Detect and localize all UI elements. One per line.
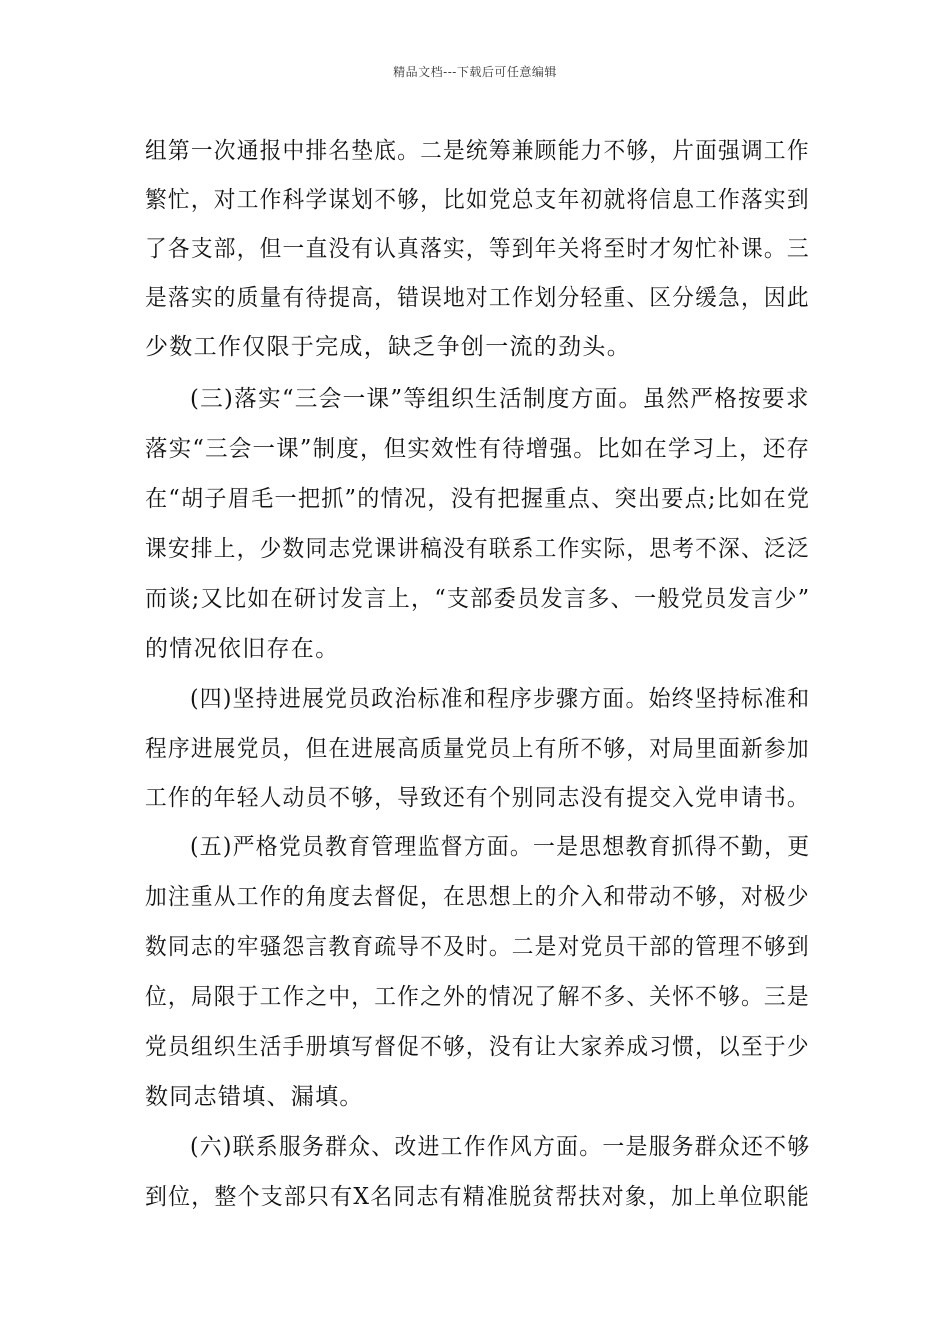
body-line-11: 的情况依旧存在。	[145, 636, 340, 662]
body-line-20: 数同志错填、漏填。	[145, 1084, 364, 1110]
body-line-3: 了各支部，但一直没有认真落实，等到年关将至时才匆忙补课。三	[145, 236, 810, 262]
body-line-7: 落实“三会一课”制度，但实效性有待增强。比如在学习上，还存	[145, 436, 811, 462]
body-line-21: (六)联系服务群众、改进工作作风方面。一是服务群众还不够	[190, 1134, 811, 1160]
body-line-4: 是落实的质量有待提高，错误地对工作划分轻重、区分缓急，因此	[145, 285, 810, 311]
body-line-17: 数同志的牢骚怨言教育疏导不及时。二是对党员干部的管理不够到	[145, 934, 810, 960]
body-line-10: 而谈;又比如在研讨发言上，“支部委员发言多、一般党员发言少”	[145, 586, 811, 612]
body-line-9: 课安排上，少数同志党课讲稿没有联系工作实际，思考不深、泛泛	[145, 536, 810, 562]
body-line-19: 党员组织生活手册填写督促不够，没有让大家养成习惯，以至于少	[145, 1034, 810, 1060]
body-line-22: 到位，整个支部只有X名同志有精准脱贫帮扶对象，加上单位职能	[145, 1184, 811, 1210]
body-line-6: (三)落实“三会一课”等组织生活制度方面。虽然严格按要求	[190, 386, 810, 412]
body-line-13: 程序进展党员，但在进展高质量党员上有所不够，对局里面新参加	[145, 736, 810, 762]
body-line-5: 少数工作仅限于完成，缺乏争创一流的劲头。	[145, 334, 631, 360]
body-line-14: 工作的年轻人动员不够，导致还有个别同志没有提交入党申请书。	[145, 785, 810, 811]
body-line-12: (四)坚持进展党员政治标准和程序步骤方面。始终坚持标准和	[190, 686, 811, 712]
body-line-16: 加注重从工作的角度去督促，在思想上的介入和带动不够，对极少	[145, 884, 810, 910]
body-line-2: 繁忙，对工作科学谋划不够，比如党总支年初就将信息工作落实到	[145, 187, 810, 213]
body-line-15: (五)严格党员教育管理监督方面。一是思想教育抓得不勤，更	[190, 834, 811, 860]
page-header: 精品文档---下载后可任意编辑	[393, 65, 557, 79]
body-line-1: 组第一次通报中排名垫底。二是统筹兼顾能力不够，片面强调工作	[145, 138, 810, 164]
body-line-18: 位，局限于工作之中，工作之外的情况了解不多、关怀不够。三是	[145, 984, 810, 1010]
body-line-8: 在“胡子眉毛一把抓”的情况，没有把握重点、突出要点;比如在党	[145, 486, 811, 512]
